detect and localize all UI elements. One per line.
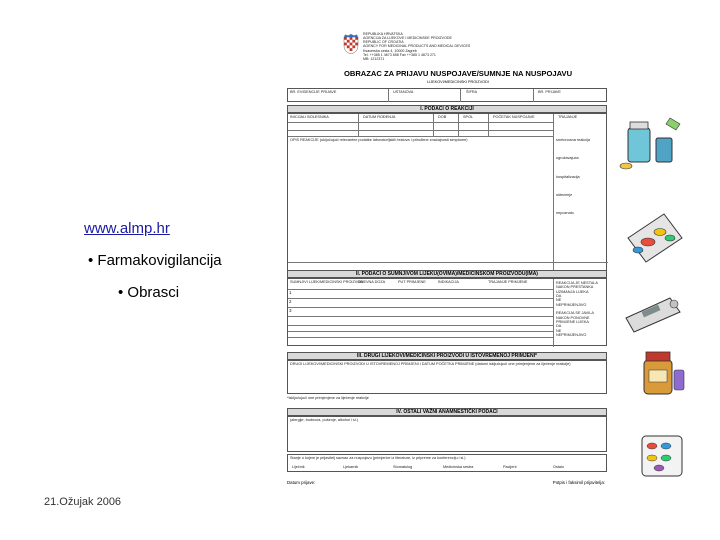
form-subtitle: LIJEKOVI/MEDICINSKI PROIZVODI [427, 80, 489, 84]
answer-option: NEPRIMJENJIVO [556, 332, 587, 337]
outcome-option: nepoznato [556, 211, 574, 216]
field-label: ŠIFRA [466, 90, 478, 94]
section-3-header: III. DRUGI LIJEKOVI/MEDICINSKI PROIZVODI U ISTOVREMENOJ PRIMJENI* [287, 352, 607, 360]
form-title: OBRAZAC ZA PRIJAVU NUSPOJAVE/SUMNJE NA NUSPOJAVU [343, 69, 573, 78]
answer-option: NE [556, 298, 562, 303]
column-header: SUMNJIVI LIJEK/MEDICINSKI PROIZVOD [290, 280, 363, 284]
answer-option: NEPRIMJENJIVO [556, 302, 587, 307]
section-4-header: IV. OSTALI VAŽNI ANAMNESTIČKI PODACI [287, 408, 607, 416]
question-label: REAKCIJA SE JAVILA NAKON PONOVNE PRIMJENE LIJEKA [556, 311, 594, 324]
field-label: DATUM ROĐENJA [363, 115, 396, 119]
medicine-bottle-icon [614, 112, 688, 176]
answer-option: DA [556, 294, 562, 299]
field-label: POČETAK NUSPOJAVE [493, 115, 535, 119]
header-line: REPUBLIC OF CROATIA [363, 40, 404, 45]
reaction-description-label: OPIS REAKCIJE (uključujući relevantne podatke laboratorijskih testova i prirođene značajnosti simptome) [290, 138, 468, 142]
section-1-header: I. PODACI O REAKCIJI [287, 105, 607, 113]
report-date-label: Datum prijave: [287, 480, 316, 485]
medical-instrument-icon [620, 288, 686, 338]
source-option: Stomatolog [393, 465, 413, 469]
reporter-source-row [287, 454, 607, 472]
field-label: USTANOVA [393, 90, 414, 94]
outcome-option: oštećenje [556, 193, 573, 198]
source-option: Ostalo [553, 465, 564, 469]
section-1-body [287, 113, 607, 275]
section-2-body [287, 278, 607, 346]
header-line: AGENCY FOR MEDICINAL PRODUCTS AND MEDICAL DEVICES [363, 44, 471, 49]
question-label: REAKCIJA JE NESTALA NAKON PRESTANKA UZIMANJA LIJEKA [556, 281, 598, 294]
section-4-body [287, 416, 607, 452]
field-label: SPOL [463, 115, 474, 119]
bullet-farmakovigilancija: • Farmakovigilancija [88, 252, 222, 269]
section-4-label: (alergije, trudnoća, pušenje, alkohol i sl.) [290, 418, 358, 422]
slide-date: 21.Ožujak 2006 [44, 496, 122, 508]
source-option: Pacijent [503, 465, 517, 469]
column-header: DNEVNA DOZA [358, 280, 386, 284]
outcome-option: ugrožavajuća [556, 156, 579, 161]
field-label: BR. PRIJAVE [538, 90, 561, 94]
header-line: Tel. ++385 1 4673 658 Fax ++385 1 4673 271 [363, 52, 436, 57]
side-questions [556, 281, 606, 337]
top-fields-row [287, 88, 607, 102]
section-3-body [287, 360, 607, 394]
form-header [283, 30, 609, 90]
outcome-option: hospitalizacija [556, 174, 580, 179]
section-2-header: II. PODACI O SUMNJIVOM LIJEKU(OVIMA)/MEDICINSKOM PROIZVODU(IMA) [287, 270, 607, 278]
field-label: BR. EVIDENCIJE PRIJAVE [290, 90, 337, 94]
croatian-coat-of-arms-icon [343, 34, 359, 54]
column-header: INDIKACIJA [438, 280, 459, 284]
source-label: Stanje u kojem je prijavitelj saznao za nuspojavu (primjerice iz literature, iz pripreme za konferenciju i sl.) [290, 456, 466, 460]
source-option: Ljekarnik [343, 465, 359, 469]
header-line: AGENCIJA ZA LIJEKOVE I MEDICINSKE PROIZVODE [363, 36, 452, 41]
column-header: PUT PRIMJENE [398, 280, 426, 284]
field-label: TRAJANJE [558, 115, 578, 119]
row-number: 1 [289, 290, 292, 295]
medicine-jar-icon [630, 346, 690, 402]
header-line: MB: 1212371 [363, 56, 385, 61]
outcome-option: smrtonosna reakcija [556, 138, 590, 142]
website-link[interactable]: www.almp.hr [84, 220, 170, 237]
header-line: Ksaverska cesta 4, 10000 Zagreb [363, 48, 417, 53]
header-line: REPUBLIKA HRVATSKA [363, 32, 403, 36]
adverse-reaction-form-image [283, 30, 609, 494]
source-option: Medicinska sestra [443, 465, 474, 469]
reaction-outcome-list [556, 138, 606, 230]
row-number: 2 [289, 299, 292, 304]
row-number: 3 [289, 308, 292, 313]
footnote: *Isključujući one primjenjene za liječenje reakcije [287, 396, 369, 400]
pills-icon [624, 208, 688, 266]
section-3-label: DRUGI LIJEKOVI/MEDICINSKI PROIZVODI U ISTOVREMENOJ PRIMJENI I DATUM POČETKA PRIMJENE (datumi isključujući one primjenjene za liječenje reakcije) [290, 362, 571, 366]
answer-option: NE [556, 328, 562, 333]
field-label: DOB [438, 115, 447, 119]
capsules-icon [634, 428, 690, 484]
column-header: TRAJANJE PRIMJENE [488, 280, 528, 284]
signature-label: Potpis i faksimil prijavitelja: [552, 480, 605, 485]
source-option: Liječnik [292, 465, 305, 469]
bullet-obrasci: • Obrasci [118, 284, 180, 301]
field-label: INICIJALI BOLESNIKA [290, 115, 329, 119]
answer-option: DA [556, 324, 562, 329]
